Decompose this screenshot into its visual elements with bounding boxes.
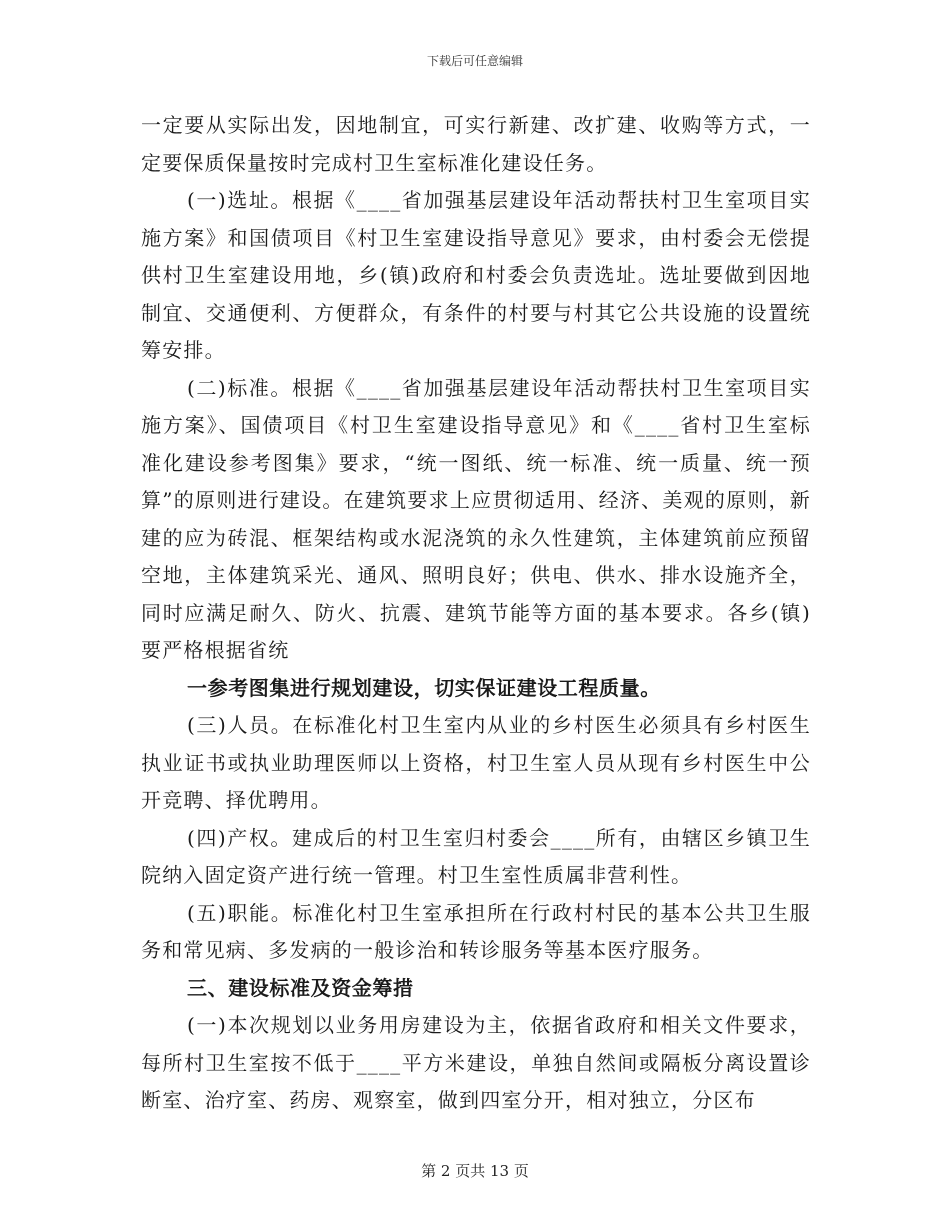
paragraph-property-rights: (四)产权。建成后的村卫生室归村委会____所有，由辖区乡镇卫生院纳入固定资产进行统一管理。村卫生室性质属非营利性。 [141,825,811,887]
document-body [141,107,811,1120]
paragraph-construction-scope: (一)本次规划以业务用房建设为主，依据省政府和相关文件要求，每所村卫生室按不低于____平方米建设，单独自然间或隔板分离设置诊断室、治疗室、药房、观察室，做到四室分开，相对独立，分区布 [141,1013,811,1112]
section-heading-construction-standards: 三、建设标准及资金筹措 [187,975,414,1000]
paragraph-bold-continuation: 一参考图集进行规划建设，切实保证建设工程质量。 [187,675,661,700]
page-number: 第 2 页共 13 页 [421,1162,529,1180]
paragraph-continuation: 一定要从实际出发，因地制宜，可实行新建、改扩建、收购等方式，一定要保质保量按时完成村卫生室标准化建设任务。 [141,113,811,175]
paragraph-personnel: (三)人员。在标准化村卫生室内从业的乡村医生必须具有乡村医生执业证书或执业助理医师以上资格，村卫生室人员从现有乡村医生中公开竞聘、择优聘用。 [141,713,811,812]
page-header: 下载后可任意编辑 [426,54,523,68]
paragraph-standards: (二)标准。根据《____省加强基层建设年活动帮扶村卫生室项目实施方案》、国债项目《村卫生室建设指导意见》和《____省村卫生室标准化建设参考图集》要求，“统一图纸、统一标准、统一质量、统一预算”的原则进行建设。在建筑要求上应贯彻适用、经济、美观的原则，新建的应为砖混、框架结构或水泥浇筑的永久性建筑，主体建筑前应预留空地，主体建筑采光、通风、照明良好；供电、供水、排水设施齐全，同时应满足耐久、防火、抗震、建筑节能等方面的基本要求。各乡(镇)要严格根据省统 [141,375,811,662]
paragraph-site-selection: (一)选址。根据《____省加强基层建设年活动帮扶村卫生室项目实施方案》和国债项目《村卫生室建设指导意见》要求，由村委会无偿提供村卫生室建设用地，乡(镇)政府和村委会负责选址。选址要做到因地制宜、交通便利、方便群众，有条件的村要与村其它公共设施的设置统筹安排。 [141,188,811,362]
paragraph-functions: (五)职能。标准化村卫生室承担所在行政村村民的基本公共卫生服务和常见病、多发病的一般诊治和转诊服务等基本医疗服务。 [141,900,811,962]
